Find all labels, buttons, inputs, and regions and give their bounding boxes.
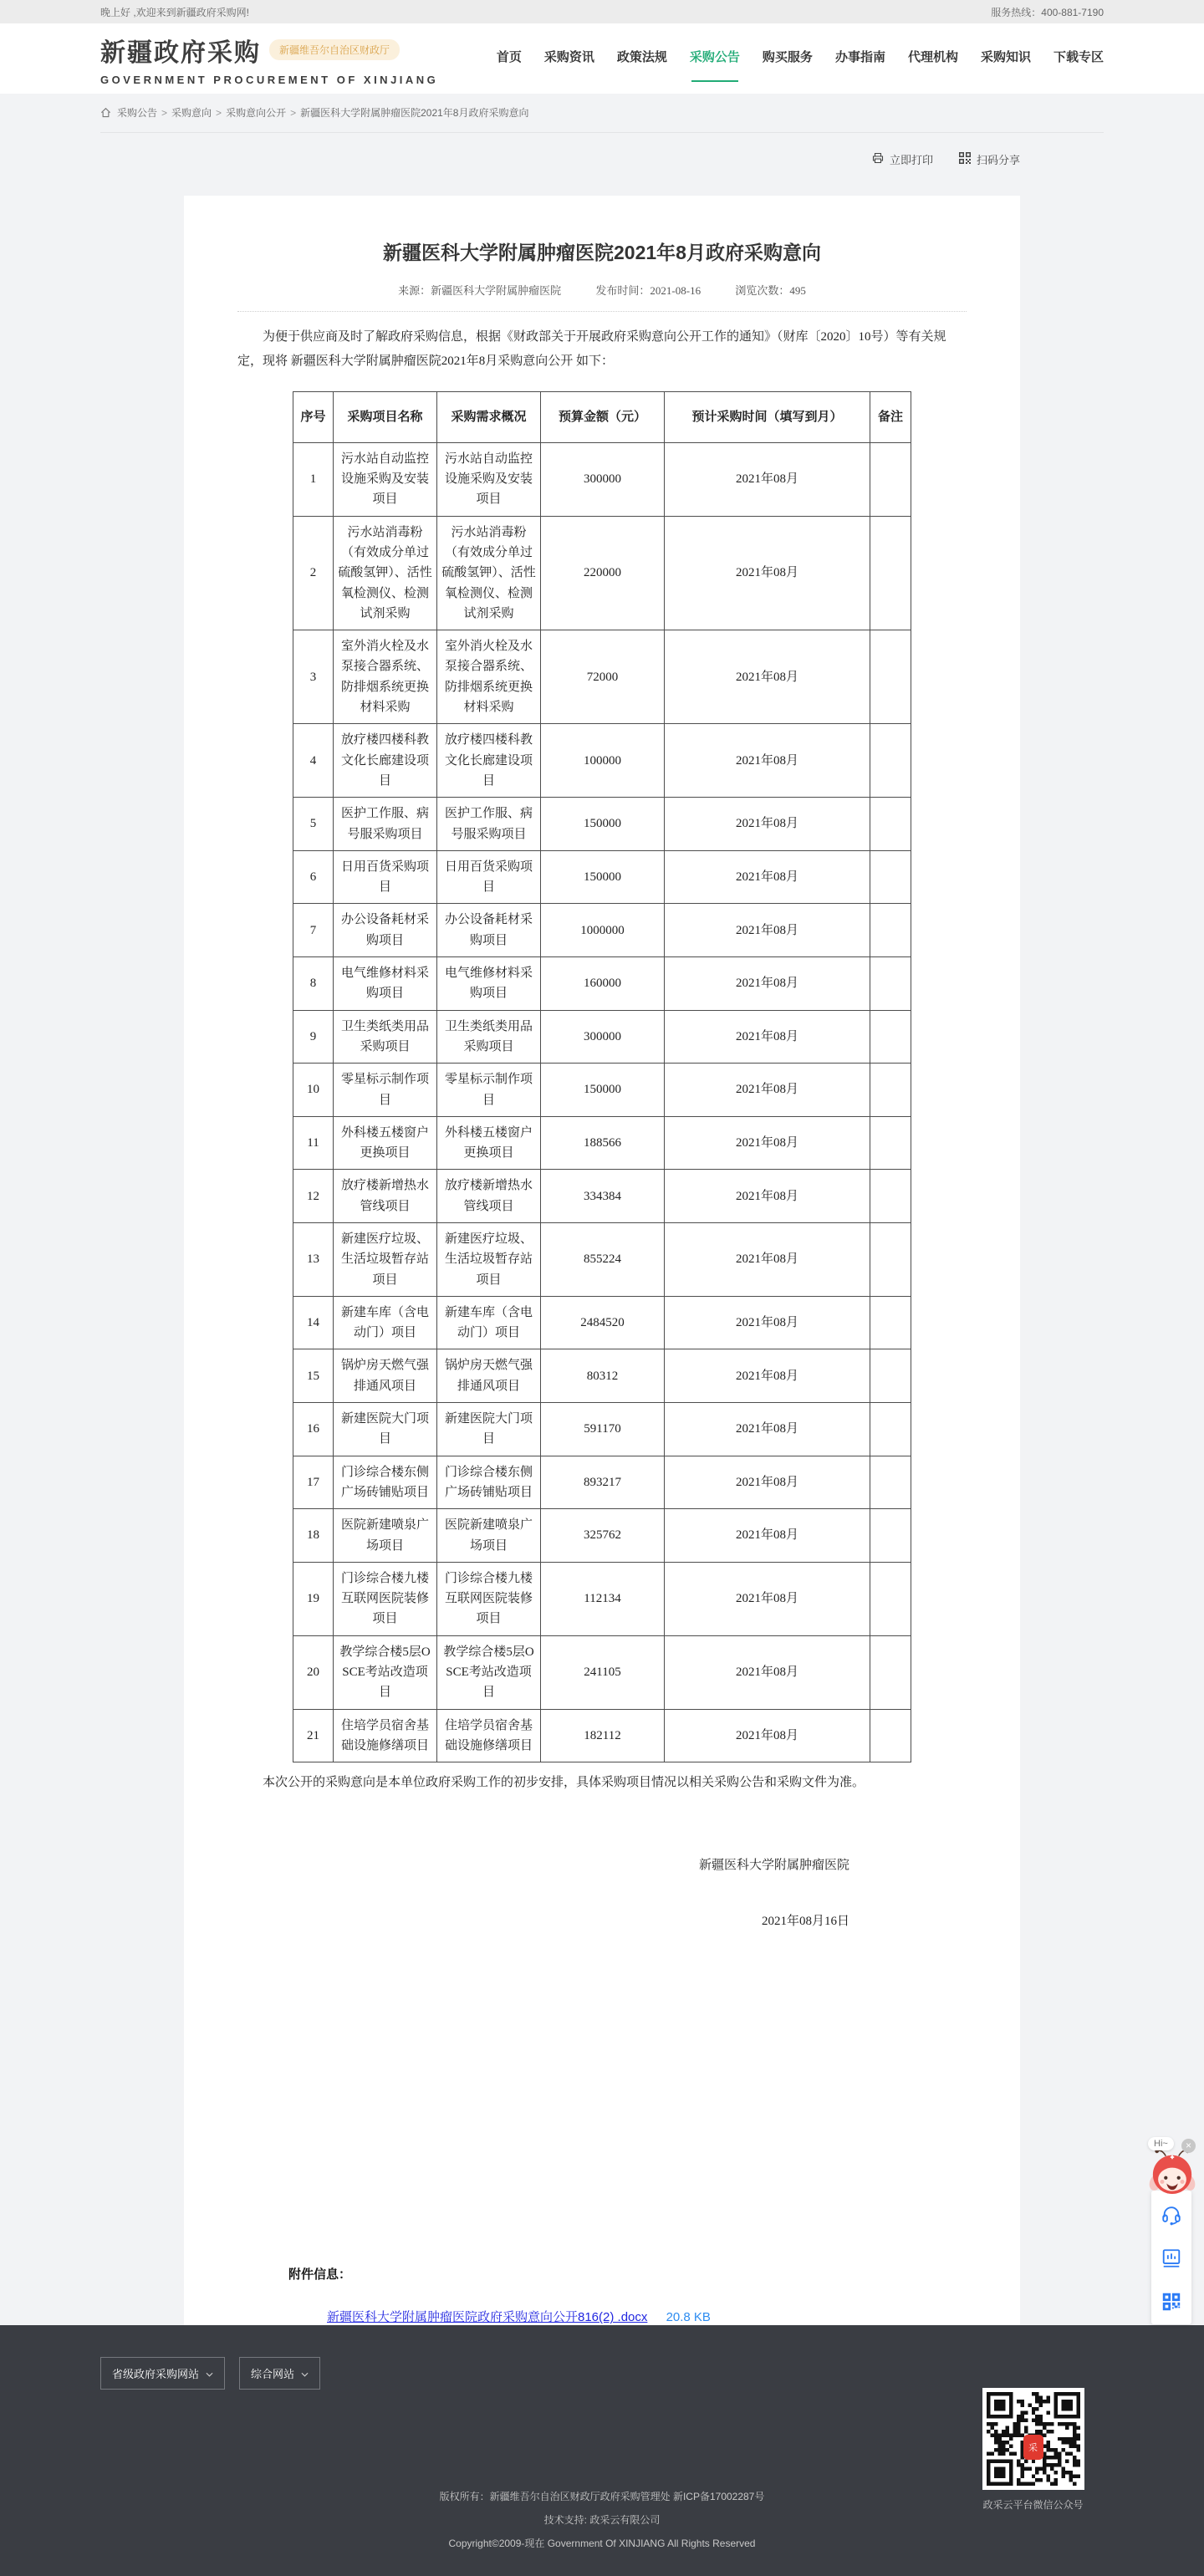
article-views: 浏览次数：495 — [735, 284, 806, 297]
table-cell: 日用百货采购项目 — [437, 850, 541, 904]
table-cell: 医护工作服、病号服采购项目 — [334, 798, 437, 851]
table-cell: 16 — [293, 1403, 334, 1456]
table-cell: 5 — [293, 798, 334, 851]
table-cell: 12 — [293, 1170, 334, 1223]
table-cell: 2021年08月 — [665, 1064, 870, 1117]
table-cell: 1 — [293, 442, 334, 516]
signature-block — [237, 1855, 967, 1929]
table-cell — [870, 957, 911, 1011]
table-row — [293, 1170, 911, 1223]
table-cell: 污水站消毒粉（有效成分单过硫酸氢钾）、活性氧检测仪、检测试剂采购 — [334, 516, 437, 630]
table-cell: 锅炉房天燃气强排通风项目 — [334, 1349, 437, 1403]
table-cell: 150000 — [541, 1064, 665, 1117]
article-card — [184, 196, 1020, 2325]
table-cell — [870, 1223, 911, 1297]
table-cell: 17 — [293, 1456, 334, 1509]
breadcrumb — [115, 105, 530, 120]
table-cell: 污水站消毒粉（有效成分单过硫酸氢钾）、活性氧检测仪、检测试剂采购 — [437, 516, 541, 630]
table-row — [293, 1064, 911, 1117]
table-cell: 15 — [293, 1349, 334, 1403]
table-cell: 锅炉房天燃气强排通风项目 — [437, 1349, 541, 1403]
table-cell: 2021年08月 — [665, 1010, 870, 1064]
table-cell: 2021年08月 — [665, 1223, 870, 1297]
table-header-cell: 序号 — [293, 391, 334, 442]
table-cell: 门诊综合楼九楼互联网医院装修项目 — [437, 1562, 541, 1635]
table-cell: 办公设备耗材采购项目 — [437, 904, 541, 957]
breadcrumb-item[interactable]: 采购意向 — [171, 107, 212, 119]
article-source: 来源：新疆医科大学附属肿瘤医院 — [398, 284, 562, 297]
table-cell: 2 — [293, 516, 334, 630]
table-cell: 100000 — [541, 724, 665, 798]
service-hotline: 服务热线：400-881-7190 — [991, 6, 1104, 18]
table-cell: 300000 — [541, 1010, 665, 1064]
table-row — [293, 442, 911, 516]
table-cell: 新建医院大门项目 — [334, 1403, 437, 1456]
table-header-cell: 预算金额（元） — [541, 391, 665, 442]
table-cell: 放疗楼四楼科教文化长廊建设项目 — [437, 724, 541, 798]
print-button[interactable] — [871, 151, 933, 167]
table-cell: 2021年08月 — [665, 630, 870, 724]
copyright-line-1: 版权所有：新疆维吾尔自治区财政厅政府采购管理处 新ICP备17002287号 — [439, 2491, 765, 2503]
table-cell — [870, 904, 911, 957]
qr-code-icon[interactable] — [1161, 2291, 1182, 2313]
table-cell — [870, 630, 911, 724]
table-cell: 电气维修材料采购项目 — [334, 957, 437, 1011]
table-cell: 300000 — [541, 442, 665, 516]
table-cell: 门诊综合楼东侧广场砖铺贴项目 — [437, 1456, 541, 1509]
table-cell: 污水站自动监控设施采购及安装项目 — [437, 442, 541, 516]
signature-date: 2021年08月16日 — [761, 1915, 849, 1929]
table-row — [293, 1509, 911, 1563]
table-row — [293, 516, 911, 630]
nav-item-3[interactable]: 政策法规 — [616, 49, 667, 64]
table-cell — [870, 516, 911, 630]
main-nav — [474, 48, 1104, 70]
breadcrumb-item: 新疆医科大学附属肿瘤医院2021年8月政府采购意向 — [300, 107, 529, 119]
table-cell: 2021年08月 — [665, 1116, 870, 1170]
nav-item-7[interactable]: 代理机构 — [907, 49, 958, 64]
article-actions — [184, 151, 1020, 167]
table-row — [293, 1456, 911, 1509]
table-cell: 放疗楼四楼科教文化长廊建设项目 — [334, 724, 437, 798]
table-cell: 2021年08月 — [665, 1403, 870, 1456]
table-cell: 80312 — [541, 1349, 665, 1403]
report-book-icon[interactable] — [1161, 2247, 1182, 2269]
table-cell: 医院新建喷泉广场项目 — [334, 1509, 437, 1563]
table-cell — [870, 1635, 911, 1709]
qr-center-logo: 采 — [1023, 2435, 1043, 2460]
footer — [0, 2325, 1204, 2576]
table-cell: 112134 — [541, 1562, 665, 1635]
table-cell: 2021年08月 — [665, 1635, 870, 1709]
table-row — [293, 798, 911, 851]
breadcrumb-item[interactable]: 采购公告 — [117, 107, 158, 119]
table-cell: 13 — [293, 1223, 334, 1297]
table-cell: 6 — [293, 850, 334, 904]
table-cell: 零星标示制作项目 — [437, 1064, 541, 1117]
table-cell — [870, 724, 911, 798]
table-cell: 教学综合楼5层OSCE考站改造项目 — [334, 1635, 437, 1709]
table-cell: 220000 — [541, 516, 665, 630]
article-publish-time: 发布时间：2021-08-16 — [595, 284, 701, 297]
table-cell: 18 — [293, 1509, 334, 1563]
share-button[interactable] — [958, 151, 1020, 167]
table-cell: 门诊综合楼九楼互联网医院装修项目 — [334, 1562, 437, 1635]
print-label: 立即打印 — [889, 154, 933, 166]
service-icon-panel — [1151, 2191, 1191, 2324]
table-cell: 1000000 — [541, 904, 665, 957]
table-cell — [870, 1456, 911, 1509]
table-cell: 室外消火栓及水泵接合器系统、防排烟系统更换材料采购 — [334, 630, 437, 724]
table-cell: 新建医疗垃圾、生活垃圾暂存站项目 — [437, 1223, 541, 1297]
table-cell — [870, 850, 911, 904]
logo-badge: 新疆维吾尔自治区财政厅 — [269, 39, 400, 60]
general-sites-label: 综合网站 — [251, 2368, 295, 2381]
table-header-cell: 预计采购时间（填写到月） — [665, 391, 870, 442]
customer-service-headset-icon[interactable] — [1161, 2204, 1182, 2226]
table-cell: 放疗楼新增热水管线项目 — [334, 1170, 437, 1223]
topbar — [0, 0, 1204, 23]
table-cell: 外科楼五楼窗户更换项目 — [334, 1116, 437, 1170]
floating-service-widget — [1150, 2137, 1193, 2324]
chat-bubble: Hi~ — [1148, 2137, 1174, 2150]
table-cell: 2021年08月 — [665, 724, 870, 798]
table-row — [293, 1403, 911, 1456]
dotted-divider — [237, 311, 967, 312]
table-cell: 医院新建喷泉广场项目 — [437, 1509, 541, 1563]
table-cell: 3 — [293, 630, 334, 724]
table-header-cell: 采购需求概况 — [437, 391, 541, 442]
table-cell: 2021年08月 — [665, 1456, 870, 1509]
table-cell: 门诊综合楼东侧广场砖铺贴项目 — [334, 1456, 437, 1509]
attachment-section — [184, 2265, 1020, 2325]
table-cell: 室外消火栓及水泵接合器系统、防排烟系统更换材料采购 — [437, 630, 541, 724]
procurement-table — [293, 391, 911, 1763]
table-cell — [870, 798, 911, 851]
table-cell — [870, 1562, 911, 1635]
breadcrumb-separator: > — [290, 107, 297, 119]
closing-paragraph: 本次公开的采购意向是本单位政府采购工作的初步安排，具体采购项目情况以相关采购公告和采购文件为准。 — [263, 1776, 865, 1790]
logo-subtitle: GOVERNMENT PROCUREMENT OF XINJIANG — [100, 73, 439, 86]
table-cell: 新建医院大门项目 — [437, 1403, 541, 1456]
general-sites-dropdown[interactable] — [239, 2357, 320, 2390]
table-cell: 新建医疗垃圾、生活垃圾暂存站项目 — [334, 1223, 437, 1297]
table-cell: 2021年08月 — [665, 442, 870, 516]
table-cell: 新建车库（含电动门）项目 — [334, 1296, 437, 1349]
signature: 新疆医科大学附属肿瘤医院 — [698, 1859, 849, 1873]
home-icon — [100, 107, 111, 118]
mascot-robot[interactable] — [1150, 2145, 1195, 2197]
table-cell: 241105 — [541, 1635, 665, 1709]
nav-item-9[interactable]: 下载专区 — [1053, 49, 1104, 64]
table-row — [293, 1635, 911, 1709]
table-cell — [870, 442, 911, 516]
table-cell: 19 — [293, 1562, 334, 1635]
share-label: 扫码分享 — [976, 154, 1020, 166]
table-cell: 2021年08月 — [665, 904, 870, 957]
table-cell: 2021年08月 — [665, 1562, 870, 1635]
qr-caption: 政采云平台微信公众号 — [982, 2499, 1084, 2512]
logo-title: 新疆政府采购 — [100, 38, 261, 67]
nav-item-6[interactable]: 办事指南 — [834, 49, 885, 64]
table-cell: 8 — [293, 957, 334, 1011]
table-header-cell: 备注 — [870, 391, 911, 442]
table-cell: 855224 — [541, 1223, 665, 1297]
intro-paragraph: 为便于供应商及时了解政府采购信息，根据《财政部关于开展政府采购意向公开工作的通知》（财库〔2020〕10号）等有关规定，现将 新疆医科大学附属肿瘤医院2021年8月采购意向公开 如下： — [237, 330, 946, 369]
table-row — [293, 1349, 911, 1403]
table-cell: 72000 — [541, 630, 665, 724]
table-cell: 150000 — [541, 850, 665, 904]
table-row — [293, 1296, 911, 1349]
table-cell: 零星标示制作项目 — [334, 1064, 437, 1117]
breadcrumb-bar — [0, 94, 1204, 133]
table-header-cell: 采购项目名称 — [334, 391, 437, 442]
widget-close-button[interactable]: × — [1181, 2139, 1196, 2153]
table-cell — [870, 1349, 911, 1403]
table-cell: 182112 — [541, 1709, 665, 1762]
table-cell: 4 — [293, 724, 334, 798]
table-cell: 外科楼五楼窗户更换项目 — [437, 1116, 541, 1170]
table-cell — [870, 1010, 911, 1064]
table-cell: 21 — [293, 1709, 334, 1762]
nav-item-1[interactable]: 首页 — [496, 49, 522, 64]
table-cell — [870, 1403, 911, 1456]
table-cell: 2021年08月 — [665, 850, 870, 904]
table-cell — [870, 1296, 911, 1349]
table-cell: 2021年08月 — [665, 798, 870, 851]
table-cell — [870, 1709, 911, 1762]
site-logo[interactable] — [100, 32, 438, 86]
table-cell: 放疗楼新增热水管线项目 — [437, 1170, 541, 1223]
table-cell: 2021年08月 — [665, 957, 870, 1011]
chevron-down-icon — [301, 2367, 309, 2380]
table-cell — [870, 1116, 911, 1170]
table-row — [293, 1010, 911, 1064]
table-row — [293, 630, 911, 724]
table-row — [293, 1562, 911, 1635]
nav-item-5[interactable]: 购买服务 — [762, 49, 813, 64]
breadcrumb-separator: > — [216, 107, 222, 119]
breadcrumb-item[interactable]: 采购意向公开 — [226, 107, 287, 119]
table-row — [293, 724, 911, 798]
table-cell: 10 — [293, 1064, 334, 1117]
provincial-sites-dropdown[interactable] — [100, 2357, 225, 2390]
table-cell: 2484520 — [541, 1296, 665, 1349]
table-cell: 2021年08月 — [665, 1509, 870, 1563]
nav-item-8[interactable]: 采购知识 — [980, 49, 1031, 64]
table-cell: 188566 — [541, 1116, 665, 1170]
copyright-line-3: Copyright©2009-现在 Government Of XINJIANG All Rights Reserved — [448, 2538, 756, 2550]
table-cell: 2021年08月 — [665, 1170, 870, 1223]
nav-item-4[interactable]: 采购公告 — [690, 48, 740, 70]
table-cell: 日用百货采购项目 — [334, 850, 437, 904]
table-cell: 住培学员宿舍基础设施修缮项目 — [334, 1709, 437, 1762]
topbar-greeting: 晚上好 ,欢迎来到新疆政府采购网! — [100, 6, 250, 18]
table-row — [293, 1223, 911, 1297]
wechat-qr-code — [982, 2388, 1084, 2490]
table-cell: 20 — [293, 1635, 334, 1709]
table-cell: 2021年08月 — [665, 1296, 870, 1349]
breadcrumb-separator: > — [161, 107, 168, 119]
table-row — [293, 850, 911, 904]
table-cell: 2021年08月 — [665, 1709, 870, 1762]
table-cell — [870, 1064, 911, 1117]
table-cell: 卫生类纸类用品采购项目 — [334, 1010, 437, 1064]
table-cell: 2021年08月 — [665, 516, 870, 630]
table-cell: 11 — [293, 1116, 334, 1170]
table-cell: 教学综合楼5层OSCE考站改造项目 — [437, 1635, 541, 1709]
table-cell: 7 — [293, 904, 334, 957]
table-cell: 160000 — [541, 957, 665, 1011]
qr-share-icon — [958, 151, 972, 167]
copyright-line-2: 技术支持: 政采云有限公司 — [543, 2514, 661, 2527]
attachment-size: 20.8 KB — [666, 2310, 711, 2325]
table-cell: 电气维修材料采购项目 — [437, 957, 541, 1011]
provincial-sites-label: 省级政府采购网站 — [112, 2368, 200, 2381]
table-cell: 医护工作服、病号服采购项目 — [437, 798, 541, 851]
table-row — [293, 904, 911, 957]
table-cell: 14 — [293, 1296, 334, 1349]
attachment-label: 附件信息： — [288, 2267, 352, 2283]
table-cell: 334384 — [541, 1170, 665, 1223]
chevron-down-icon — [206, 2367, 213, 2380]
page-title: 新疆医科大学附属肿瘤医院2021年8月政府采购意向 — [383, 242, 821, 263]
site-header — [0, 23, 1204, 94]
table-header-row — [293, 391, 911, 442]
table-cell: 污水站自动监控设施采购及安装项目 — [334, 442, 437, 516]
table-cell: 新建车库（含电动门）项目 — [437, 1296, 541, 1349]
table-row — [293, 1116, 911, 1170]
table-cell: 住培学员宿舍基础设施修缮项目 — [437, 1709, 541, 1762]
table-cell — [870, 1509, 911, 1563]
table-cell: 9 — [293, 1010, 334, 1064]
attachment-link[interactable]: 新疆医科大学附属肿瘤医院政府采购意向公开816(2) .docx — [327, 2310, 648, 2325]
table-cell: 325762 — [541, 1509, 665, 1563]
table-row — [293, 1709, 911, 1762]
table-cell: 591170 — [541, 1403, 665, 1456]
table-cell: 办公设备耗材采购项目 — [334, 904, 437, 957]
table-cell: 893217 — [541, 1456, 665, 1509]
table-body — [293, 442, 911, 1762]
article-meta — [184, 282, 1020, 298]
nav-item-2[interactable]: 采购资讯 — [543, 49, 594, 64]
table-cell: 150000 — [541, 798, 665, 851]
copyright — [100, 2489, 1104, 2559]
table-cell: 卫生类纸类用品采购项目 — [437, 1010, 541, 1064]
printer-icon — [871, 151, 885, 167]
table-cell — [870, 1170, 911, 1223]
table-cell: 2021年08月 — [665, 1349, 870, 1403]
table-row — [293, 957, 911, 1011]
